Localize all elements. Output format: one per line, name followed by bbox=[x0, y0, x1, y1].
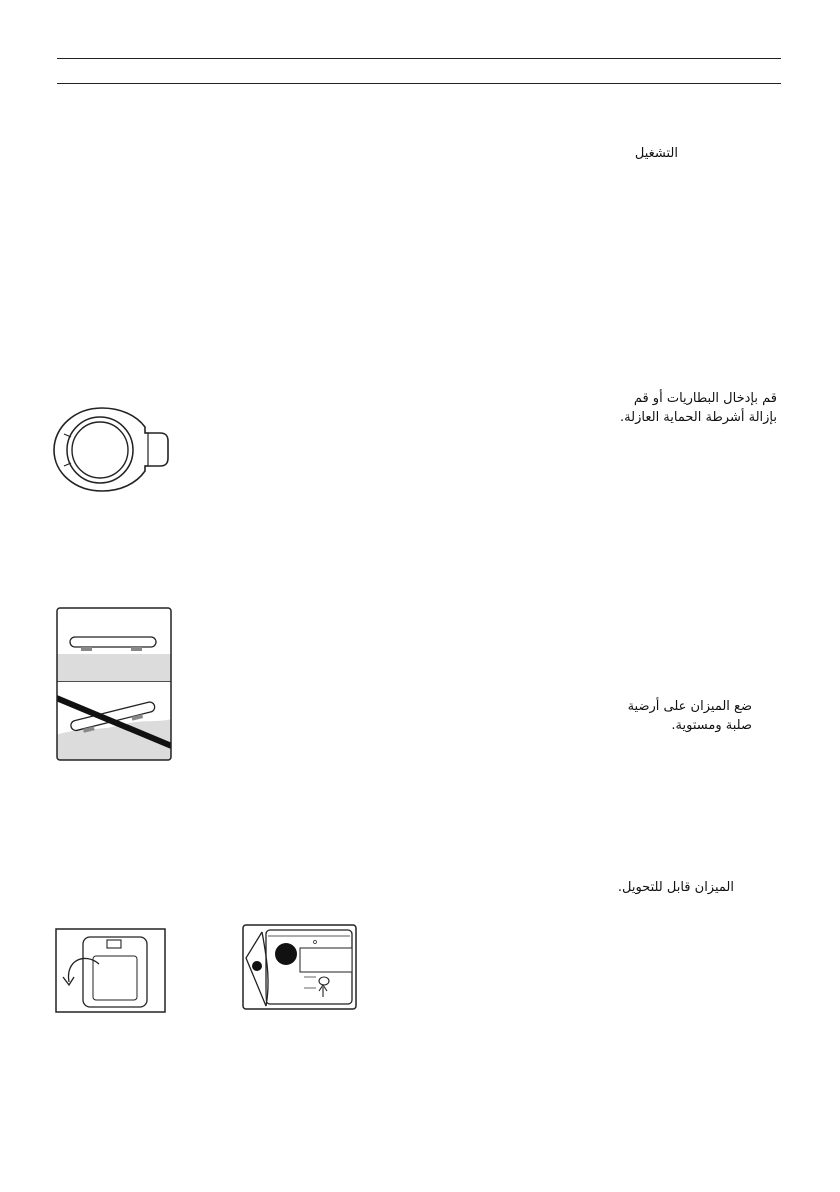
battery-instruction-line2: بإزالة أشرطة الحماية العازلة. bbox=[620, 410, 777, 425]
surface-illustration bbox=[56, 607, 172, 761]
switch-button-icon bbox=[242, 924, 357, 1010]
surface-instruction bbox=[628, 697, 752, 735]
flat-floor-icon bbox=[56, 607, 172, 761]
surface-instruction-line1: ضع الميزان على أرضية bbox=[627, 699, 752, 714]
header-rule-bottom bbox=[57, 83, 781, 84]
battery-instruction bbox=[620, 389, 777, 427]
battery-instruction-line1: قم بإدخال البطاريات أو قم bbox=[633, 391, 777, 406]
rotate-arrow-icon bbox=[55, 928, 166, 1013]
surface-instruction-line2: صلبة ومستوية. bbox=[671, 718, 752, 733]
unit-switch-illustration bbox=[242, 924, 357, 1010]
convertible-note: الميزان قابل للتحويل. bbox=[617, 880, 734, 895]
header-rule-top bbox=[57, 58, 781, 59]
flip-scale-illustration bbox=[55, 928, 166, 1013]
battery-cell-icon bbox=[50, 405, 172, 495]
battery-illustration bbox=[50, 405, 172, 495]
section-title-operation: التشغيل bbox=[634, 146, 678, 161]
